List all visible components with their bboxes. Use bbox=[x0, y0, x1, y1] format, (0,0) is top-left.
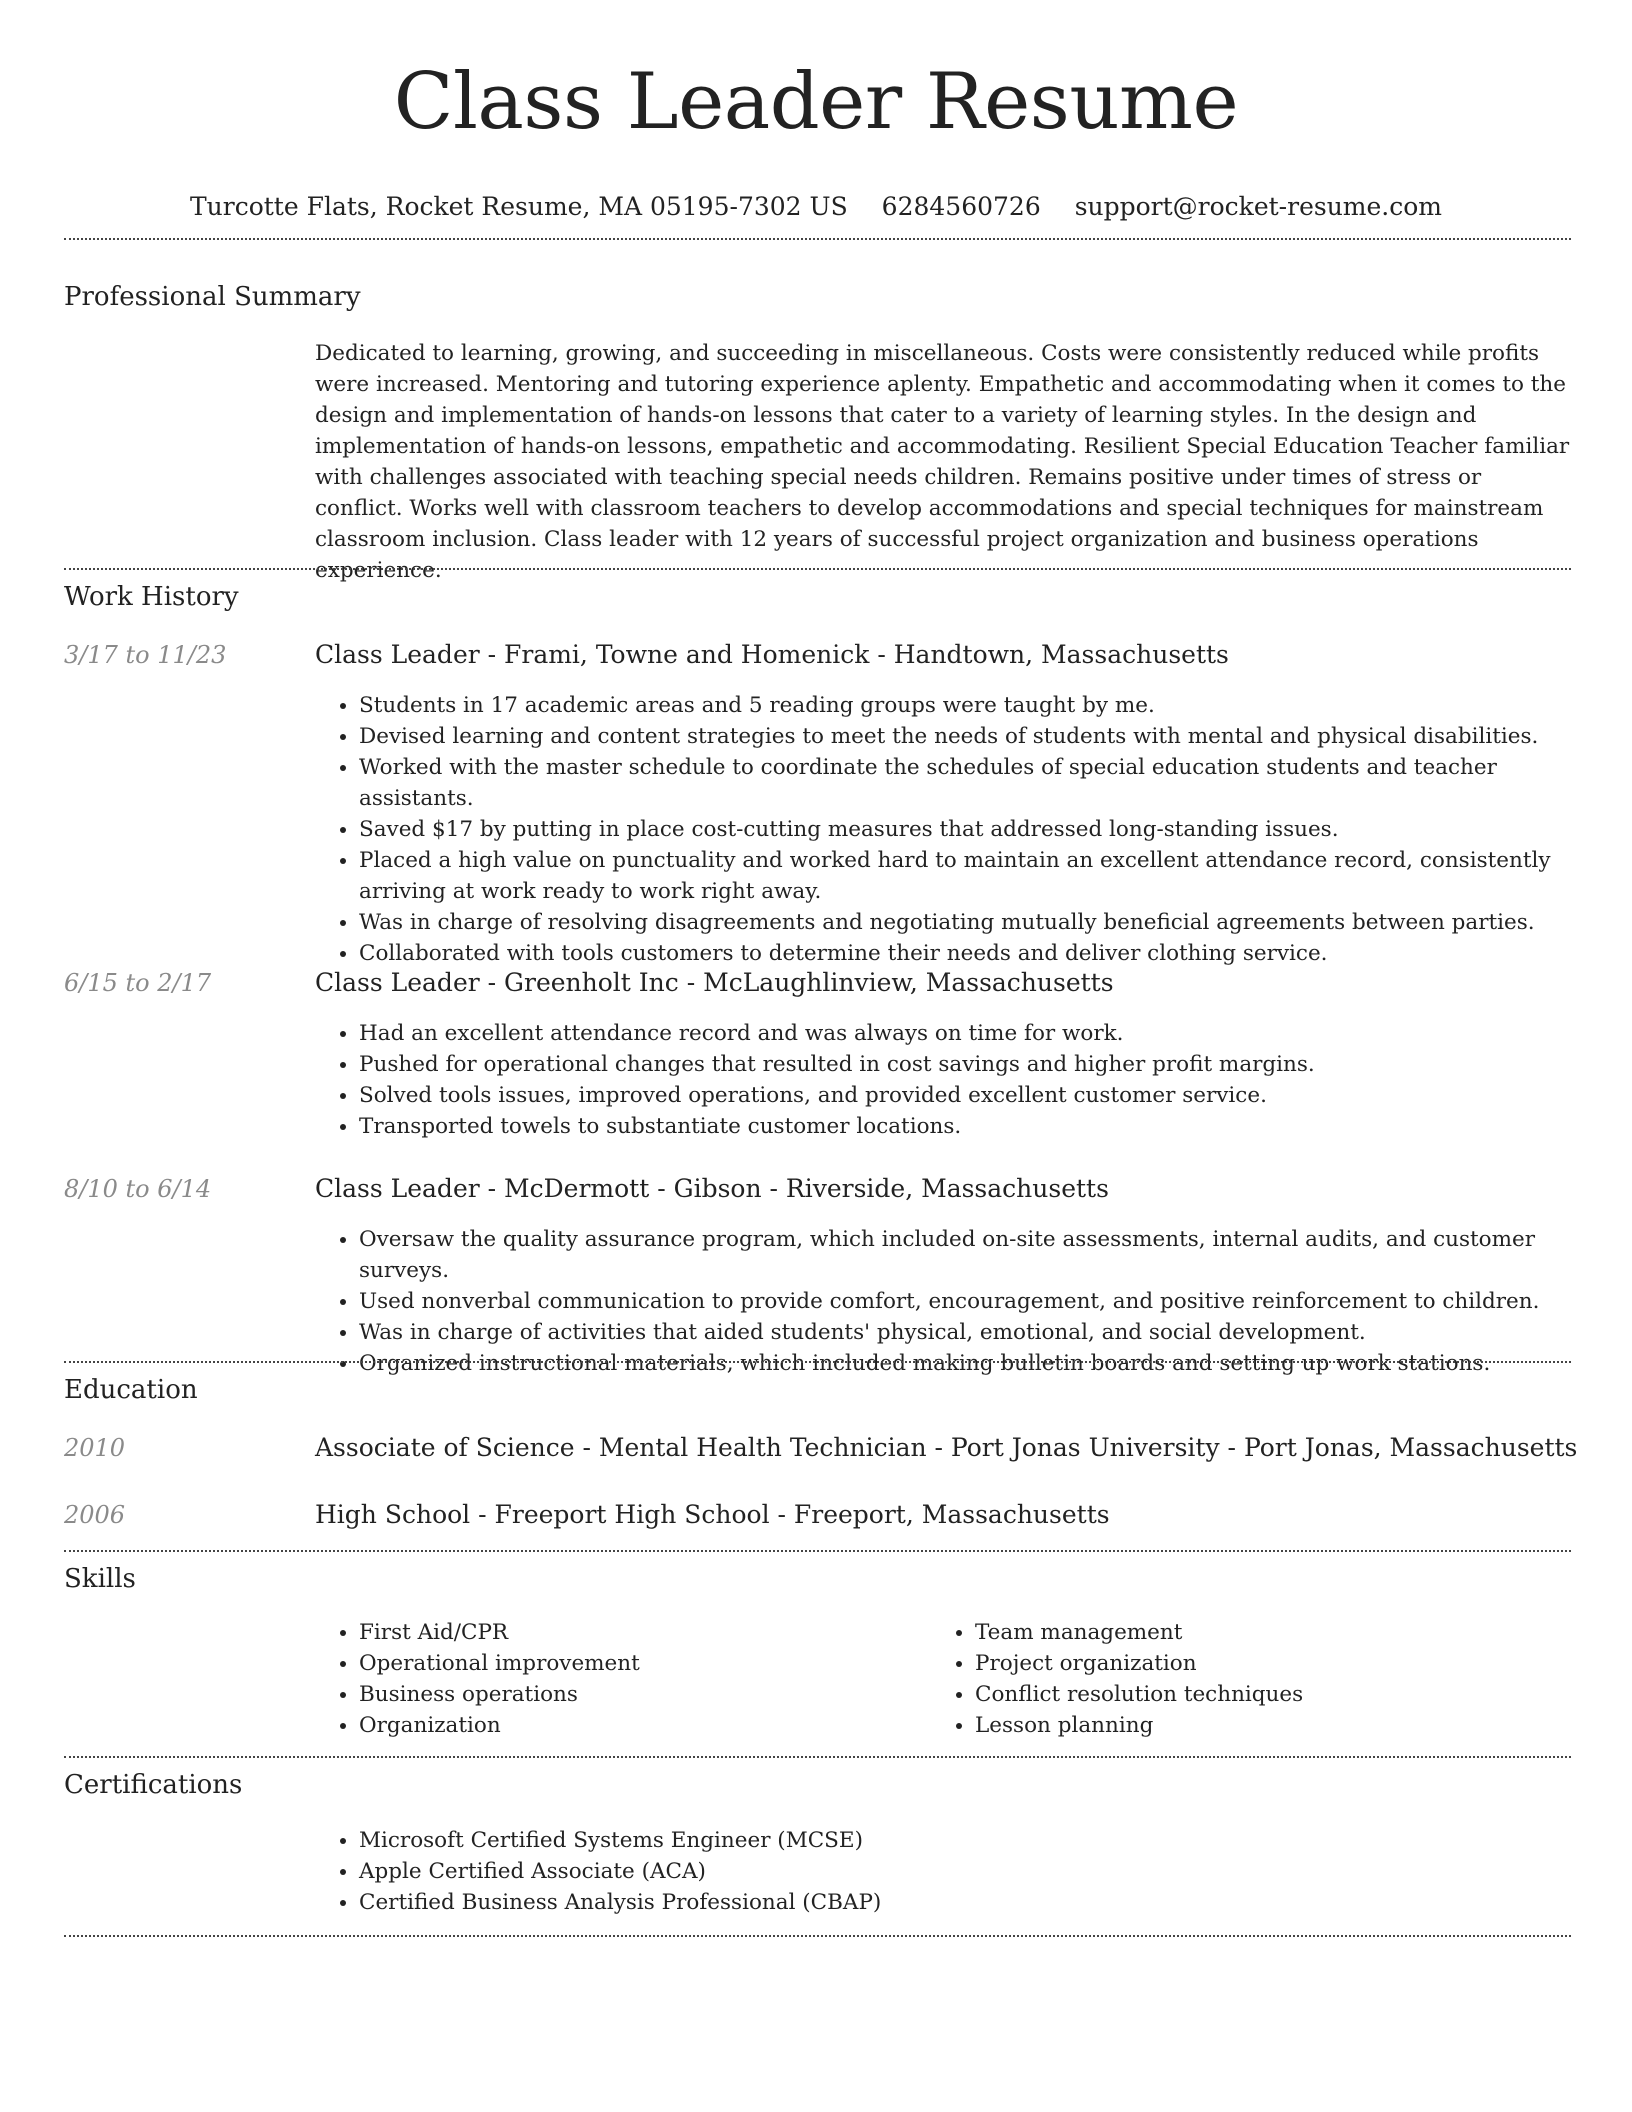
job-dates: 8/10 to 6/14 bbox=[64, 1175, 212, 1203]
divider bbox=[64, 1361, 1571, 1363]
education-title: Associate of Science - Mental Health Technician - Port Jonas University - Port Jonas, Massachusetts bbox=[315, 1433, 1578, 1462]
contact-line bbox=[0, 190, 1632, 224]
job-bullets bbox=[315, 1018, 1573, 1142]
divider bbox=[64, 1935, 1571, 1937]
list-item: • Team management bbox=[975, 1617, 1531, 1648]
resume-name: Class Leader Resume bbox=[393, 57, 1239, 147]
summary-text: Dedicated to learning, growing, and succeeding in miscellaneous. Costs were consistently reduced while profits were increased. Mentoring and tutoring experience aplenty. Empathetic and accommodating when it comes to the design and implementation of hands-on lessons that cater to a variety of learning styles. In the design and implementation of hands-on lessons, empathetic and accommodating. Resilient Special Education Teacher familiar with challenges associated with teaching special needs children. Remains positive under times of stress or conflict. Works well with classroom teachers to develop accommodations and special techniques for mainstream classroom inclusion. Class leader with 12 years of successful project organization and business operations experience. bbox=[315, 341, 1570, 583]
list-item: • Organized instructional materials, which included making bulletin boards and setting up work stations. bbox=[359, 1348, 1573, 1379]
section-title-certifications: Certifications bbox=[64, 1770, 243, 1800]
job-title: Class Leader - Greenholt Inc - McLaughlinview, Massachusetts bbox=[315, 968, 1114, 997]
list-item: • Apple Certified Associate (ACA) bbox=[359, 1856, 1573, 1887]
list-item: • Lesson planning bbox=[975, 1710, 1531, 1741]
job-dates: 3/17 to 11/23 bbox=[64, 641, 227, 669]
list-item: • Certified Business Analysis Professional (CBAP) bbox=[359, 1887, 1573, 1918]
list-item: • Business operations bbox=[359, 1679, 915, 1710]
section-title-skills: Skills bbox=[64, 1564, 136, 1594]
list-item: • Saved $17 by putting in place cost-cutting measures that addressed long-standing issues. bbox=[359, 814, 1573, 845]
list-item: • Operational improvement bbox=[359, 1648, 915, 1679]
list-item: • Solved tools issues, improved operations, and provided excellent customer service. bbox=[359, 1080, 1573, 1111]
list-item: • Had an excellent attendance record and was always on time for work. bbox=[359, 1018, 1573, 1049]
job-title: Class Leader - McDermott - Gibson - Riverside, Massachusetts bbox=[315, 1174, 1109, 1203]
list-item: • Collaborated with tools customers to determine their needs and deliver clothing service. bbox=[359, 938, 1573, 969]
section-title-education: Education bbox=[64, 1375, 198, 1405]
list-item: • Conflict resolution techniques bbox=[975, 1679, 1531, 1710]
list-item: • Project organization bbox=[975, 1648, 1531, 1679]
job-dates: 6/15 to 2/17 bbox=[64, 969, 212, 997]
divider bbox=[64, 1550, 1571, 1552]
contact-email: support@rocket-resume.com bbox=[1074, 192, 1442, 221]
section-title-summary: Professional Summary bbox=[64, 282, 361, 312]
list-item: • Transported towels to substantiate customer locations. bbox=[359, 1111, 1573, 1142]
list-item: • First Aid/CPR bbox=[359, 1617, 915, 1648]
divider bbox=[64, 238, 1571, 240]
divider bbox=[64, 1756, 1571, 1758]
divider bbox=[64, 568, 1571, 570]
list-item: • Oversaw the quality assurance program, which included on-site assessments, internal audits, and customer surveys. bbox=[359, 1224, 1573, 1286]
list-item: • Organization bbox=[359, 1710, 915, 1741]
list-item: • Worked with the master schedule to coordinate the schedules of special education students and teacher assistants. bbox=[359, 752, 1573, 814]
contact-address: Turcotte Flats, Rocket Resume, MA 05195-7302 US bbox=[189, 192, 848, 221]
list-item: • Pushed for operational changes that resulted in cost savings and higher profit margins. bbox=[359, 1049, 1573, 1080]
skills-list-left bbox=[315, 1617, 915, 1741]
list-item: • Devised learning and content strategies to meet the needs of students with mental and physical disabilities. bbox=[359, 721, 1573, 752]
list-item: • Was in charge of activities that aided students' physical, emotional, and social development. bbox=[359, 1317, 1573, 1348]
job-bullets bbox=[315, 1224, 1573, 1379]
education-title: High School - Freeport High School - Freeport, Massachusetts bbox=[315, 1500, 1110, 1529]
certifications-list bbox=[315, 1825, 1573, 1918]
list-item: • Was in charge of resolving disagreements and negotiating mutually beneficial agreements between parties. bbox=[359, 907, 1573, 938]
education-year: 2006 bbox=[64, 1501, 126, 1529]
list-item: • Placed a high value on punctuality and worked hard to maintain an excellent attendance record, consistently arriving at work ready to work right away. bbox=[359, 845, 1573, 907]
list-item: • Used nonverbal communication to provide comfort, encouragement, and positive reinforcement to children. bbox=[359, 1286, 1573, 1317]
contact-phone: 6284560726 bbox=[881, 192, 1041, 221]
list-item: • Microsoft Certified Systems Engineer (MCSE) bbox=[359, 1825, 1573, 1856]
education-year: 2010 bbox=[64, 1434, 126, 1462]
section-title-work: Work History bbox=[64, 582, 239, 612]
job-bullets bbox=[315, 690, 1573, 969]
skills-list-right bbox=[931, 1617, 1531, 1741]
list-item: • Students in 17 academic areas and 5 reading groups were taught by me. bbox=[359, 690, 1573, 721]
job-title: Class Leader - Frami, Towne and Homenick - Handtown, Massachusetts bbox=[315, 640, 1229, 669]
